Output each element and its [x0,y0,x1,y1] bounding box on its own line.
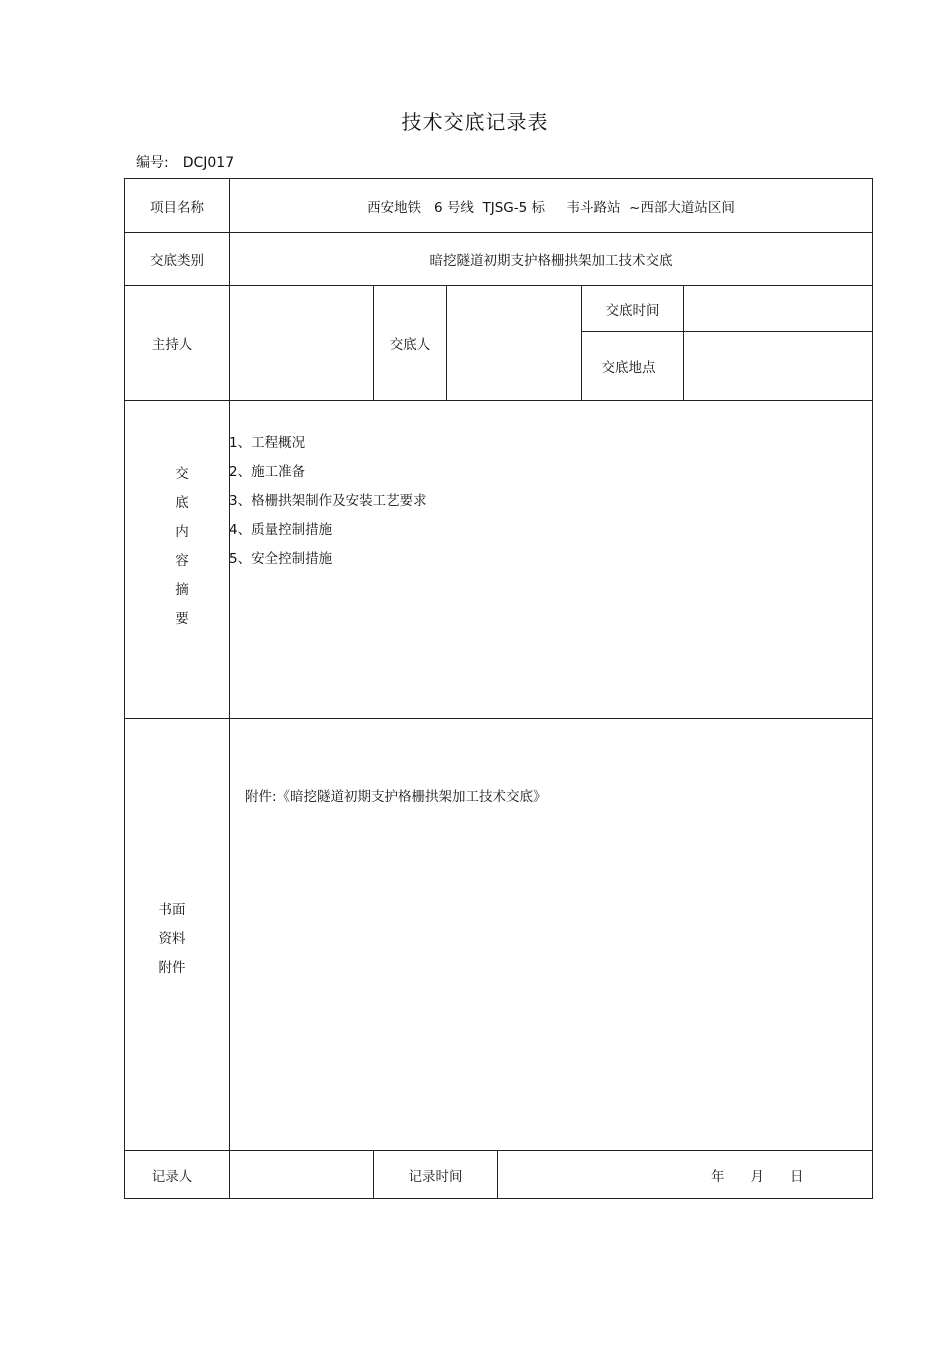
table-line [124,400,873,401]
table-line [124,1198,873,1199]
list-item: 5、安全控制措施 [229,551,333,567]
page-title: 技术交底记录表 [401,110,549,134]
record-date-year: 年 [711,1168,725,1185]
record-date [711,1151,804,1198]
list-item: 2、施工准备 [229,464,306,480]
list-item: 3、格栅拱架制作及安装工艺要求 [229,493,427,509]
project-name-label: 项目名称 [150,199,204,216]
host-label: 主持人 [151,337,193,353]
project-name-value: 西安地铁 6 号线 TJSG-5 标 韦斗路站 ~西部大道站区间 [367,199,735,216]
summary-label [130,460,234,634]
summary-list [229,433,427,578]
recorder-label: 记录人 [151,1168,193,1185]
summary-label-char: 摘 [175,582,189,598]
recorder-value [230,1151,373,1198]
briefer-value [447,286,581,400]
summary-label-char: 底 [175,495,189,511]
briefing-type-label: 交底类别 [150,253,204,269]
host-value [230,286,373,400]
briefing-place-label: 交底地点 [601,360,656,376]
doc-number-value: DCJ017 [182,155,235,171]
briefing-time-value [684,286,872,331]
summary-label-char: 交 [175,466,189,482]
attachments-label-line: 附件 [158,960,186,976]
briefing-type-value: 暗挖隧道初期支护格栅拱架加工技术交底 [429,253,673,269]
record-date-month: 月 [750,1168,764,1185]
attachments-label-line: 资料 [158,931,186,947]
briefing-time-label: 交底时间 [605,302,660,319]
attachments-label-line: 书面 [158,902,186,918]
table-line [497,1150,498,1199]
table-line [124,718,873,719]
summary-label-char: 内 [175,524,189,540]
record-time-label: 记录时间 [408,1168,463,1185]
doc-number [136,152,234,172]
doc-number-label: 编号: [136,155,169,171]
briefer-label: 交底人 [389,337,431,353]
attachments-label [120,896,224,983]
briefing-place-value [684,332,872,400]
summary-label-char: 要 [175,611,189,627]
list-item: 1、工程概况 [229,435,306,451]
record-date-day: 日 [790,1168,804,1185]
table-line [872,178,873,1199]
attachments-content: 附件:《暗挖隧道初期支护格栅拱架加工技术交底》 [245,789,547,805]
summary-label-char: 容 [175,553,189,569]
list-item: 4、质量控制措施 [229,522,333,538]
